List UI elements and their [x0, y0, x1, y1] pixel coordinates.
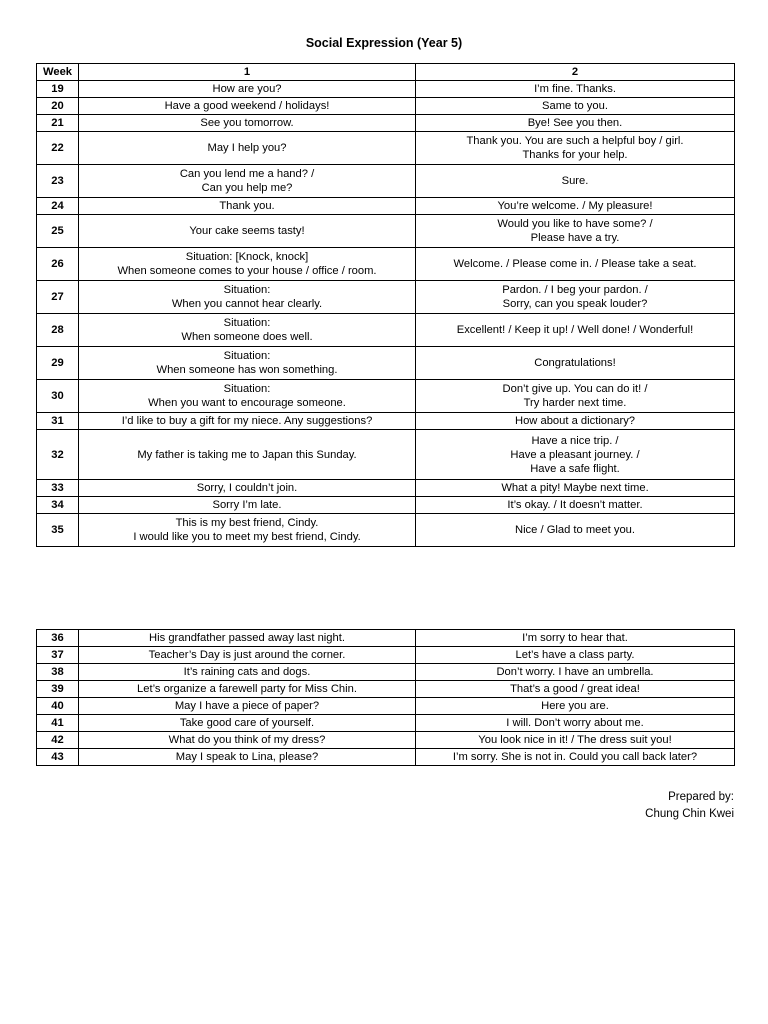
header-col-1: 1 [79, 64, 416, 81]
week-cell: 30 [37, 380, 79, 413]
week-cell: 42 [37, 732, 79, 749]
document-title: Social Expression (Year 5) [305, 36, 463, 50]
expression-cell [79, 132, 416, 165]
cell-line: May I have a piece of paper? [174, 700, 320, 712]
cell-line: Can you help me? [201, 182, 293, 194]
cell-line: I’m fine. Thanks. [534, 83, 616, 95]
response-cell [416, 514, 735, 547]
cell-line: My father is taking me to Japan this Sunday. [137, 448, 357, 461]
cell-line: When someone does well. [181, 331, 313, 343]
cell-line: Bye! See you then. [527, 117, 623, 129]
cell-line: This is my best friend, Cindy. [175, 517, 319, 529]
cell-line: How about a dictionary? [514, 415, 636, 427]
table-header-row [37, 64, 735, 81]
response-cell [416, 215, 735, 248]
cell-line: When someone comes to your house / office / room. [117, 265, 377, 277]
expression-cell [79, 314, 416, 347]
cell-line: Sorry I’m late. [212, 499, 282, 511]
response-cell [416, 81, 735, 98]
response-cell [416, 749, 735, 766]
response-cell [416, 132, 735, 165]
table-row [37, 215, 735, 248]
response-cell [416, 698, 735, 715]
week-cell: 22 [37, 132, 79, 165]
table-row [37, 430, 735, 480]
cell-line: Welcome. / Please come in. / Please take a seat. [453, 258, 697, 270]
table-row [37, 165, 735, 198]
week-cell: 39 [37, 681, 79, 698]
response-cell [416, 664, 735, 681]
response-cell [416, 630, 735, 647]
expression-cell [79, 413, 416, 430]
response-cell [416, 281, 735, 314]
cell-line: Situation: [223, 284, 271, 296]
cell-line: Don’t worry. I have an umbrella. [496, 666, 654, 678]
table-row [37, 314, 735, 347]
cell-line: Your cake seems tasty! [189, 225, 305, 237]
table-row [37, 132, 735, 165]
cell-line: I’d like to buy a gift for my niece. Any suggestions? [121, 415, 373, 427]
cell-line: Thanks for your help. [522, 149, 628, 161]
cell-line: See you tomorrow. [200, 117, 294, 129]
cell-line: May I speak to Lina, please? [175, 751, 319, 763]
expression-cell [79, 248, 416, 281]
prepared-by-block [645, 789, 734, 823]
week-cell: 40 [37, 698, 79, 715]
cell-line: Situation: [223, 350, 271, 362]
expression-cell [79, 715, 416, 732]
response-cell [416, 732, 735, 749]
cell-line: It’s okay. / It doesn’t matter. [507, 499, 643, 511]
table-row [37, 497, 735, 514]
week-cell: 41 [37, 715, 79, 732]
expression-cell [79, 380, 416, 413]
cell-line: Excellent! / Keep it up! / Well done! / Wonderful! [456, 324, 694, 336]
table-row [37, 715, 735, 732]
table-row [37, 647, 735, 664]
prepared-by-label: Prepared by: [668, 791, 734, 803]
week-cell: 38 [37, 664, 79, 681]
expression-cell [79, 98, 416, 115]
week-cell: 19 [37, 81, 79, 98]
response-cell [416, 198, 735, 215]
expression-cell [79, 681, 416, 698]
author-name: Chung Chin Kwei [645, 808, 734, 820]
week-cell: 32 [37, 430, 79, 480]
cell-line: Have a nice trip. / [531, 434, 619, 447]
cell-line: May I help you? [207, 142, 287, 154]
expression-cell [79, 732, 416, 749]
cell-line: I’m sorry. She is not in. Could you call back later? [452, 751, 698, 763]
week-cell: 37 [37, 647, 79, 664]
response-cell [416, 165, 735, 198]
expression-cell [79, 165, 416, 198]
table-row [37, 732, 735, 749]
cell-line: Let’s have a class party. [515, 649, 635, 661]
expression-cell [79, 647, 416, 664]
week-cell: 26 [37, 248, 79, 281]
response-cell [416, 248, 735, 281]
cell-line: When you want to encourage someone. [148, 397, 346, 409]
table-row [37, 413, 735, 430]
expression-cell [79, 514, 416, 547]
table-row [37, 514, 735, 547]
response-cell [416, 380, 735, 413]
cell-line: I would like you to meet my best friend, Cindy. [133, 531, 361, 543]
week-cell: 34 [37, 497, 79, 514]
table-row [37, 347, 735, 380]
cell-line: Sorry, I couldn’t join. [196, 482, 298, 494]
header-col-2: 2 [416, 64, 735, 81]
response-cell [416, 497, 735, 514]
response-cell [416, 314, 735, 347]
week-cell: 27 [37, 281, 79, 314]
cell-line: Situation: [223, 383, 271, 395]
week-cell: 35 [37, 514, 79, 547]
table-row [37, 664, 735, 681]
table-row [37, 630, 735, 647]
response-cell [416, 430, 735, 480]
response-cell [416, 413, 735, 430]
cell-line: I will. Don’t worry about me. [506, 717, 644, 729]
table-row [37, 81, 735, 98]
week-cell: 29 [37, 347, 79, 380]
header-week: Week [37, 64, 79, 81]
response-cell [416, 98, 735, 115]
expression-cell [79, 497, 416, 514]
cell-line: What do you think of my dress? [168, 734, 326, 746]
expressions-table-week-36-43 [36, 629, 735, 766]
table-row [37, 749, 735, 766]
expression-cell [79, 664, 416, 681]
cell-line: That’s a good / great idea! [510, 683, 640, 695]
response-cell [416, 647, 735, 664]
cell-line: You look nice in it! / The dress suit you! [478, 734, 672, 746]
cell-line: Try harder next time. [523, 397, 627, 409]
table-row [37, 98, 735, 115]
table-row [37, 248, 735, 281]
expression-cell [79, 430, 416, 480]
expression-cell [79, 749, 416, 766]
table-row [37, 681, 735, 698]
week-cell: 21 [37, 115, 79, 132]
cell-line: His grandfather passed away last night. [149, 632, 345, 644]
cell-line: Please have a try. [530, 232, 620, 244]
cell-line: Situation: [223, 317, 271, 329]
cell-line: How are you? [212, 83, 282, 95]
cell-line: Can you lend me a hand? / [179, 168, 315, 180]
cell-line: Don’t give up. You can do it! / [502, 383, 648, 395]
expression-cell [79, 281, 416, 314]
cell-line: Sorry, can you speak louder? [502, 298, 648, 310]
week-cell: 33 [37, 480, 79, 497]
cell-line: Let’s organize a farewell party for Miss Chin. [137, 683, 357, 695]
cell-line: Situation: [Knock, knock] [185, 251, 309, 263]
expression-cell [79, 215, 416, 248]
expression-cell [79, 347, 416, 380]
week-cell: 24 [37, 198, 79, 215]
cell-line: Pardon. / I beg your pardon. / [502, 284, 648, 296]
cell-line: You’re welcome. / My pleasure! [497, 200, 653, 212]
response-cell [416, 115, 735, 132]
table-row [37, 115, 735, 132]
table-row [37, 480, 735, 497]
cell-line: Thank you. [219, 200, 275, 212]
cell-line: Nice / Glad to meet you. [514, 524, 635, 536]
response-cell [416, 681, 735, 698]
expression-cell [79, 115, 416, 132]
week-cell: 28 [37, 314, 79, 347]
week-cell: 36 [37, 630, 79, 647]
cell-line: Have a pleasant journey. / [510, 448, 640, 461]
expression-cell [79, 81, 416, 98]
cell-line: Congratulations! [534, 357, 616, 369]
cell-line: It’s raining cats and dogs. [183, 666, 311, 678]
expression-cell [79, 480, 416, 497]
table-row [37, 698, 735, 715]
cell-line: Thank you. You are such a helpful boy / girl. [466, 135, 684, 147]
week-cell: 20 [37, 98, 79, 115]
cell-line: Teacher’s Day is just around the corner. [148, 649, 346, 661]
cell-line: Have a good weekend / holidays! [164, 100, 330, 112]
table-row [37, 198, 735, 215]
cell-line: When you cannot hear clearly. [171, 298, 323, 310]
expression-cell [79, 630, 416, 647]
cell-line: Sure. [561, 175, 589, 187]
cell-line: Have a safe flight. [530, 462, 620, 475]
cell-line: Would you like to have some? / [497, 218, 653, 230]
expressions-table-week-19-35 [36, 63, 735, 547]
expression-cell [79, 698, 416, 715]
table-row [37, 281, 735, 314]
cell-line: Same to you. [542, 100, 608, 112]
week-cell: 43 [37, 749, 79, 766]
expression-cell [79, 198, 416, 215]
week-cell: 23 [37, 165, 79, 198]
week-cell: 25 [37, 215, 79, 248]
response-cell [416, 715, 735, 732]
cell-line: When someone has won something. [156, 364, 338, 376]
response-cell [416, 480, 735, 497]
cell-line: Take good care of yourself. [179, 717, 315, 729]
table-row [37, 380, 735, 413]
week-cell: 31 [37, 413, 79, 430]
cell-line: Here you are. [541, 700, 609, 712]
response-cell [416, 347, 735, 380]
cell-line: What a pity! Maybe next time. [501, 482, 649, 494]
cell-line: I’m sorry to hear that. [522, 632, 628, 644]
